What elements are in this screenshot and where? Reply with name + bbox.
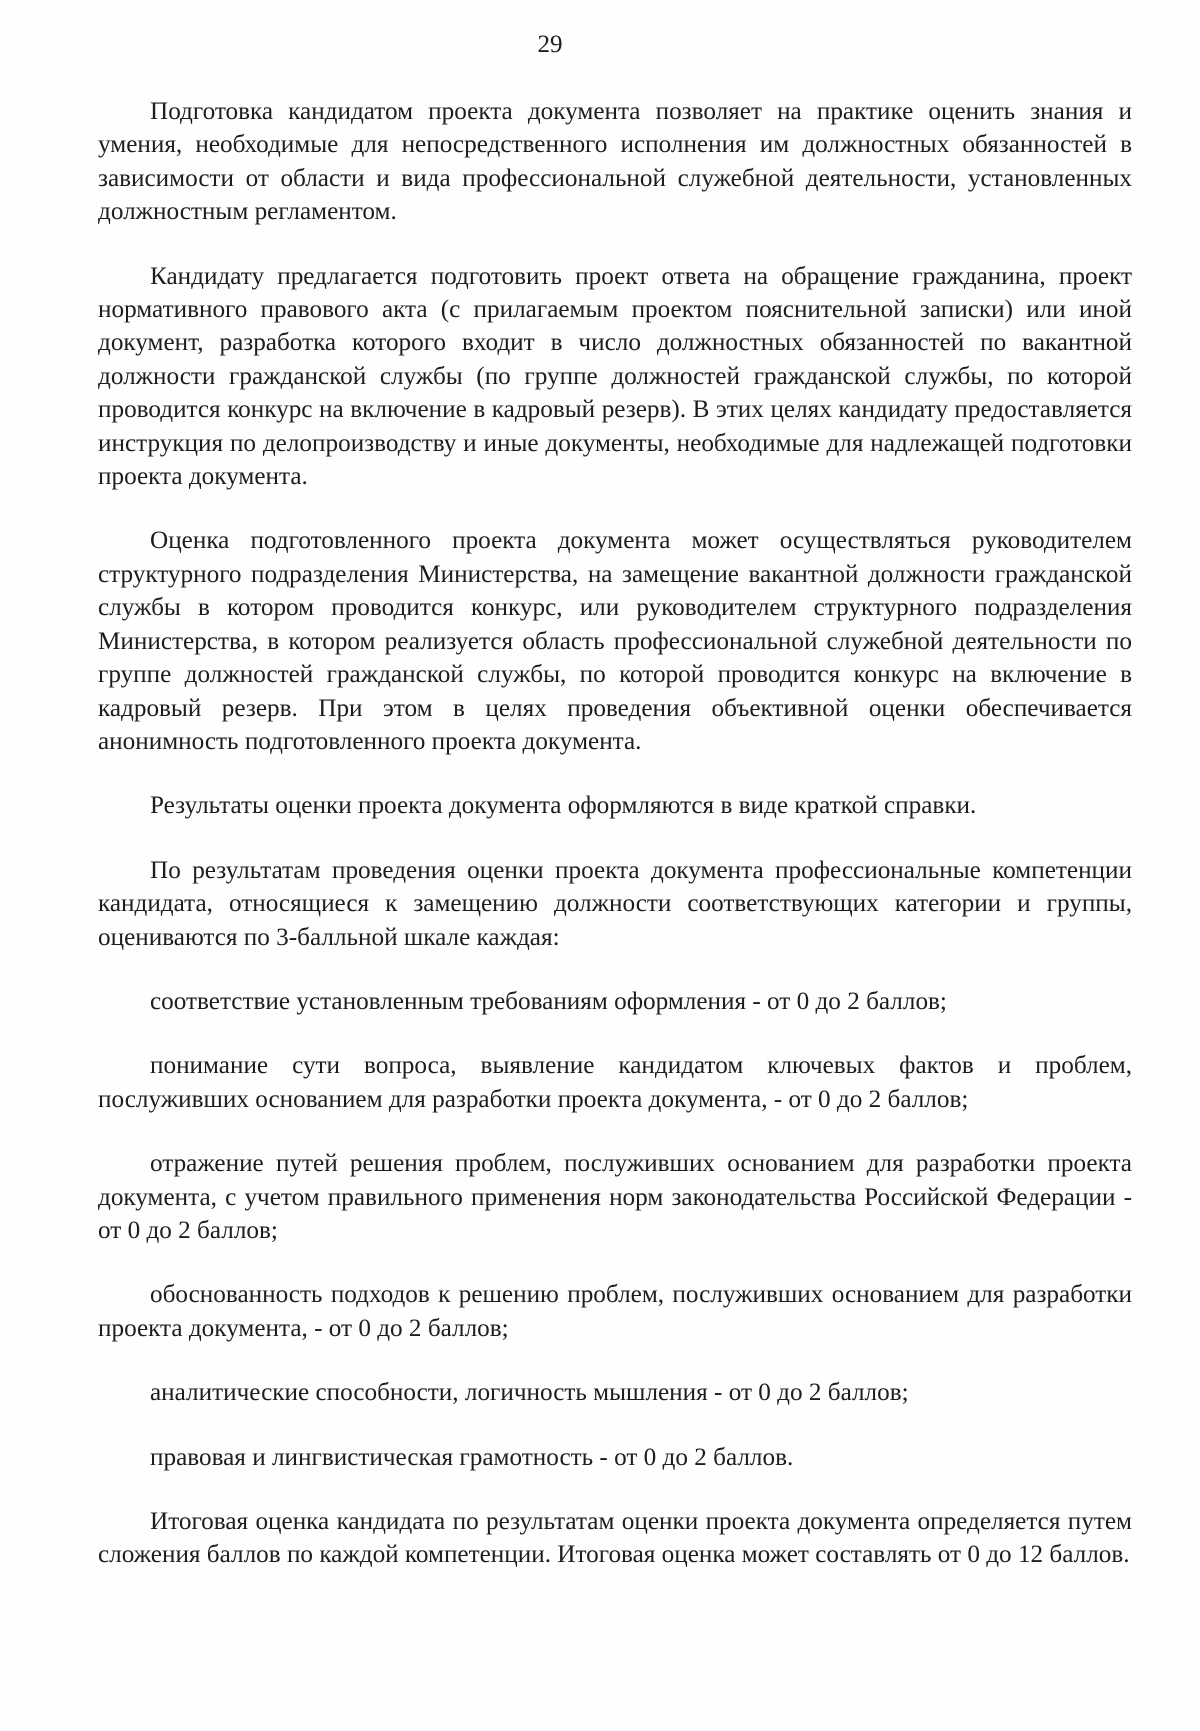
paragraph-preparation-purpose: Подготовка кандидатом проекта документа позволяет на практике оценить знания и умения, необходимые для непосредственного исполнения им должностных обязанностей в зависимости от области и вида профессиональной служебной деятельности, установленных должностным регламентом. <box>98 98 1132 226</box>
criterion-understanding: понимание сути вопроса, выявление кандидатом ключевых фактов и проблем, послуживших основанием для разработки проекта документа, - от 0 до 2 баллов; <box>98 1052 1132 1113</box>
criterion-formatting: соответствие установленным требованиям оформления - от 0 до 2 баллов; <box>150 987 947 1015</box>
criterion-justification: обоснованность подходов к решению проблем, послуживших основанием для разработки проекта документа, - от 0 до 2 баллов; <box>98 1281 1132 1342</box>
document-body <box>98 95 1132 1572</box>
paragraph-scoring-intro: По результатам проведения оценки проекта документа профессиональные компетенции кандидата, относящиеся к замещению должности соответствующих категории и группы, оцениваются по 3-балльной шкале каждая: <box>98 856 1132 951</box>
paragraph-task-description: Кандидату предлагается подготовить проект ответа на обращение гражданина, проект нормативного правового акта (с прилагаемым проектом пояснительной записки) или иной документ, разработка которого входит в число должностных обязанностей по вакантной должности гражданской службы (по группе должностей гражданской службы, по которой проводится конкурс на включение в кадровый резерв). В этих целях кандидату предоставляется инструкция по делопроизводству и иные документы, необходимые для надлежащей подготовки проекта документа. <box>98 262 1132 491</box>
criterion-solutions: отражение путей решения проблем, послуживших основанием для разработки проекта документа, с учетом правильного применения норм законодательства Российской Федерации - от 0 до 2 баллов; <box>98 1150 1132 1244</box>
paragraph-final-score: Итоговая оценка кандидата по результатам оценки проекта документа определяется путем сложения баллов по каждой компетенции. Итоговая оценка может составлять от 0 до 12 баллов. <box>98 1508 1132 1569</box>
criterion-literacy: правовая и лингвистическая грамотность - от 0 до 2 баллов. <box>150 1443 794 1471</box>
criterion-analytical: аналитические способности, логичность мышления - от 0 до 2 баллов; <box>150 1379 909 1407</box>
paragraph-results-format: Результаты оценки проекта документа оформляются в виде краткой справки. <box>150 792 977 820</box>
page-number: 29 <box>537 31 563 58</box>
paragraph-evaluator: Оценка подготовленного проекта документа может осуществляться руководителем структурного подразделения Министерства, на замещение вакантной должности гражданской службы в котором проводится конкурс, или руководителем структурного подразделения Министерства, в котором реализуется область профессиональной служебной деятельности по группе должностей гражданской службы, по которой проводится конкурс на включение в кадровый резерв. При этом в целях проведения объективной оценки обеспечивается анонимность подготовленного проекта документа. <box>98 527 1132 755</box>
